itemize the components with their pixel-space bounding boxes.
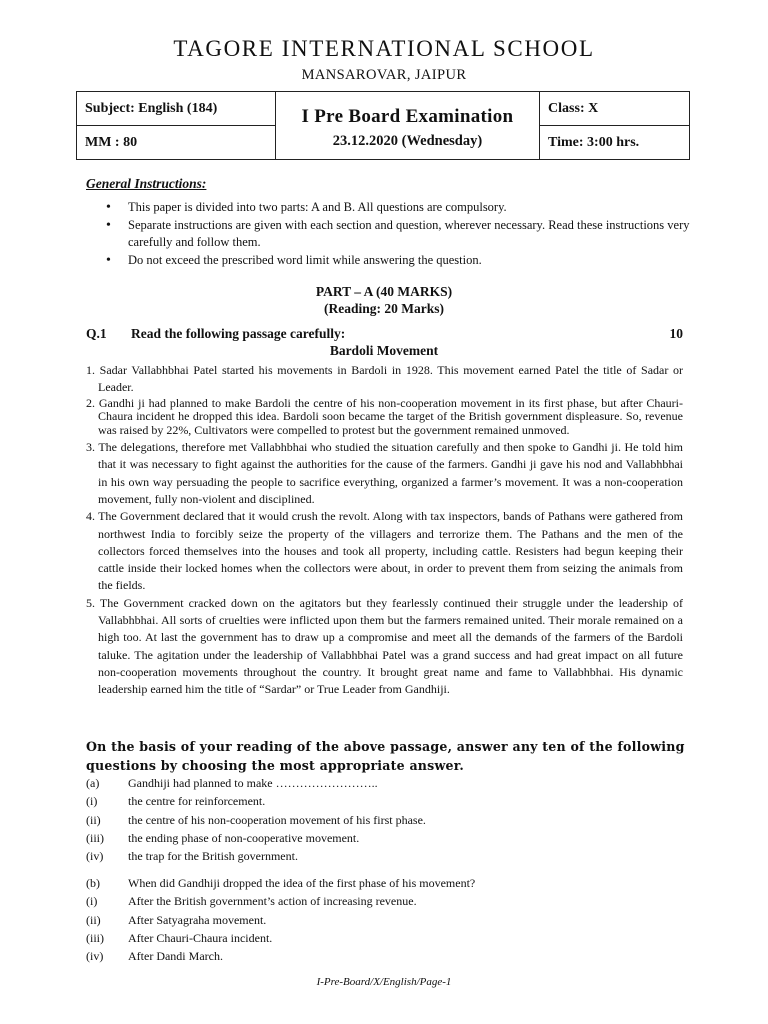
general-instructions-list — [86, 199, 728, 270]
option-label: (ii) — [86, 812, 101, 827]
exam-title: I Pre Board Examination — [301, 106, 514, 127]
passage-paragraph: 1. Sadar Vallabhbhai Patel started his movements in Bardoli in 1928. This movement earned Patel the title of Sadar or Leader. — [86, 363, 683, 395]
exam-date: 23.12.2020 (Wednesday) — [332, 133, 483, 149]
question-number: Q.1 — [86, 326, 107, 341]
exam-title-cell — [275, 92, 539, 160]
instruction-item: • Do not exceed the prescribed word limit while answering the question. — [128, 252, 728, 269]
general-instructions-heading: General Instructions: — [86, 176, 207, 191]
passage-paragraph: 3. The delegations, therefore met Vallabhbhai who studied the situation carefully and then spoke to Gandhi ji. He told him that it was necessary to fight against the authorities for the cause of the farmers. Gandhi ji gave his nod and Vallabhbhai in his own way persuading the people to sacrifice everything, organized a farmer’s movement. It was a non-cooperation movement, fully non-violent and disciplined. — [86, 440, 683, 506]
option-label: (iv) — [86, 849, 104, 864]
question-prompt: Read the following passage carefully: — [131, 326, 346, 341]
option-row — [86, 929, 686, 947]
school-name: TAGORE INTERNATIONAL SCHOOL — [173, 36, 595, 61]
option-row — [86, 792, 686, 810]
exam-header-table — [76, 91, 690, 160]
passage-paragraph: 2. Gandhi ji had planned to make Bardoli the centre of his non-cooperation movement in its first phase, but after Chauri-Chaura incident he dropped this idea. Bardoli soon became the target of the British government displeasure. So, revenue was raised by 22%, Cultivators were compelled to protest but the government remained unmoved. — [86, 395, 683, 437]
option-text: the centre for reinforcement. — [128, 794, 266, 809]
part-a-heading — [0, 283, 768, 317]
question-text: Gandhiji had planned to make …………………….. — [128, 776, 378, 790]
question-stem — [86, 774, 686, 792]
option-text: the trap for the British government. — [128, 849, 298, 864]
max-marks-cell: MM : 80 — [77, 126, 276, 160]
passage-title: Bardoli Movement — [329, 343, 439, 358]
option-label: (iv) — [86, 949, 104, 964]
answer-instruction: On the basis of your reading of the above passage, answer any ten of the following questions by choosing the most appropriate answer. — [86, 739, 685, 773]
option-text: After the British government’s action of increasing revenue. — [128, 894, 417, 909]
time-cell: Time: 3:00 hrs. — [540, 126, 690, 160]
question-marks: 10 — [669, 326, 683, 341]
instruction-item: • This paper is divided into two parts: A and B. All questions are compulsory. — [128, 199, 728, 216]
option-label: (iii) — [86, 830, 104, 845]
question-label: (a) — [86, 776, 100, 790]
option-row — [86, 892, 686, 910]
question-text: When did Gandhiji dropped the idea of the first phase of his movement? — [128, 876, 476, 890]
part-a-subtitle: (Reading: 20 Marks) — [324, 301, 444, 316]
question-b — [86, 874, 686, 965]
passage-paragraph: 5. The Government cracked down on the agitators but they fearlessly continued their struggle under the leadership of Vallabhbhai. All sorts of cruelties were inflicted upon them but the farmers remained united. Their morale remained on a high too. At last the government has to draw up a compromise and meet all the demands of the farmers of the Bardoli taluke. The agitation under the leadership of Vallabhbhai Patel was a grand success and had great impact on all future non-cooperation movements throughout the country. It brought great name and fame to Vallabhbhai. His dynamic leadership earned him the title of “Sardar” or True Leader from Gandhiji. — [86, 595, 683, 697]
option-row — [86, 947, 686, 965]
passage — [86, 362, 683, 699]
option-row — [86, 811, 686, 829]
question-label: (b) — [86, 876, 100, 890]
option-text: After Chauri-Chaura incident. — [128, 930, 273, 945]
option-row — [86, 847, 686, 865]
option-text: After Dandi March. — [128, 949, 223, 964]
part-a-title: PART – A (40 MARKS) — [315, 284, 453, 299]
option-text: the ending phase of non-cooperative movement. — [128, 830, 360, 845]
school-location: MANSAROVAR, JAIPUR — [301, 67, 467, 83]
question-a — [86, 774, 686, 865]
class-cell: Class: X — [540, 92, 690, 126]
option-label: (iii) — [86, 930, 104, 945]
option-label: (ii) — [86, 912, 101, 927]
option-text: After Satyagraha movement. — [128, 912, 267, 927]
subject-cell: Subject: English (184) — [77, 92, 276, 126]
option-row — [86, 829, 686, 847]
page-footer: I-Pre-Board/X/English/Page-1 — [316, 976, 452, 988]
question-stem — [86, 874, 686, 892]
passage-paragraph: 4. The Government declared that it would crush the revolt. Along with tax inspectors, bands of Pathans were gathered from northwest India to forcibly seize the property of the villagers and terrorize them. The Pathans and the men of the collectors forced themselves into the houses and took all property, including cattle. Resisters had begun keeping their cattle inside their locked homes when the collectors were about, in order to prevent them from seizing the animals from the fields. — [86, 509, 683, 593]
option-row — [86, 911, 686, 929]
option-label: (i) — [86, 894, 98, 909]
option-label: (i) — [86, 794, 98, 809]
instruction-item: • Separate instructions are given with each section and question, wherever necessary. Read these instructions very carefully and follow them. — [128, 217, 728, 251]
option-text: the centre of his non-cooperation movement of his first phase. — [128, 812, 426, 827]
